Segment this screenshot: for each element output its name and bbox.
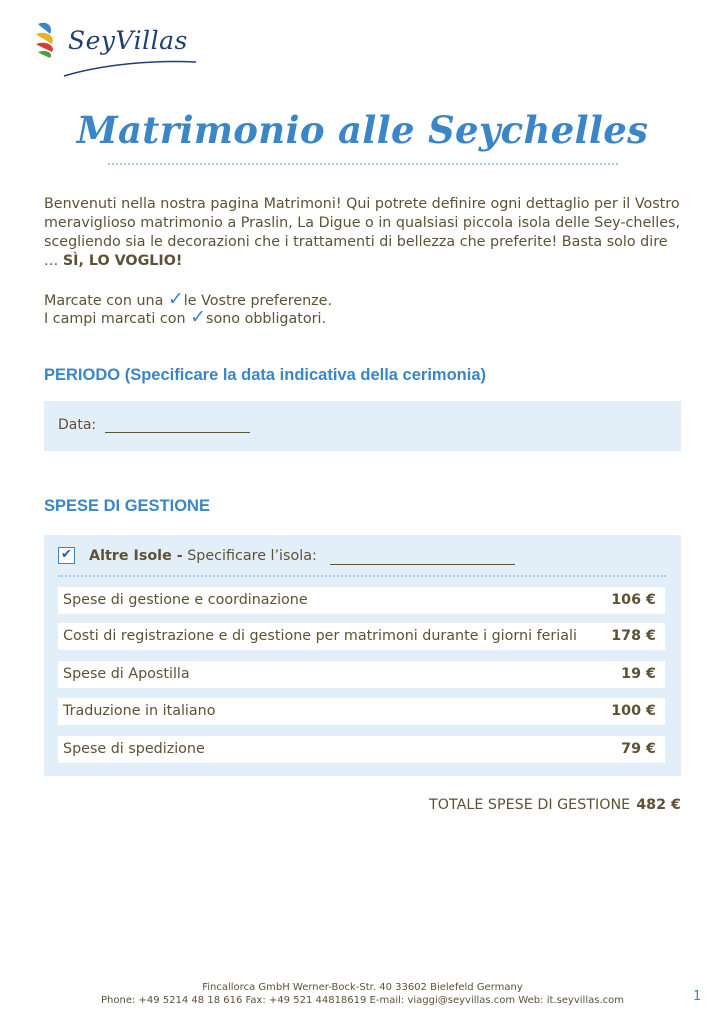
title-divider xyxy=(108,163,618,165)
periodo-heading-rest: (Specificare la data indicativa della cerimonia) xyxy=(120,366,487,384)
altre-isole-rest: Specificare l’isola: xyxy=(182,548,317,564)
intro-bold: SÌ, LO VOGLIO! xyxy=(62,253,183,269)
total-label: TOTALE SPESE DI GESTIONE xyxy=(429,797,631,813)
total-line xyxy=(429,797,681,813)
fee-amount: 19 € xyxy=(621,666,656,682)
fee-amount: 178 € xyxy=(611,628,656,644)
fee-label: Spese di spedizione xyxy=(63,741,205,757)
spese-heading: SPESE DI GESTIONE xyxy=(44,497,210,515)
date-label: Data: xyxy=(58,417,97,433)
fee-row xyxy=(58,661,665,688)
altre-isole-checkbox[interactable]: ✔ xyxy=(58,547,75,564)
footer-address: Fincallorca GmbH Werner-Bock-Str. 40 33602 Bielefeld Germany xyxy=(202,982,523,993)
fee-label: Costi di registrazione e di gestione per matrimoni durante i giorni feriali xyxy=(63,628,577,644)
note2-before: I campi marcati con xyxy=(44,311,186,327)
date-input-line[interactable] xyxy=(105,432,250,433)
intro-text: Benvenuti nella nostra pagina Matrimoni! Qui potrete definire ogni dettaglio per il Vostro meraviglioso matrimonio a Praslin, La Digue o in qualsiasi piccola isola delle Sey-chelles, scegliendo sia le decorazioni che i trattamenti di bellezza che preferite! Basta solo dire … xyxy=(44,196,681,269)
fee-label: Traduzione in italiano xyxy=(63,703,216,719)
fee-amount: 79 € xyxy=(621,741,656,757)
altre-isole-label xyxy=(89,548,317,564)
note1-after: le Vostre preferenze. xyxy=(183,293,333,309)
intro-paragraph xyxy=(44,195,684,271)
periodo-heading-bold: PERIODO xyxy=(44,366,121,384)
spese-divider xyxy=(58,575,666,577)
fee-label: Spese di gestione e coordinazione xyxy=(63,592,308,608)
logo-text: SeyVillas xyxy=(68,26,188,55)
fee-label: Spese di Apostilla xyxy=(63,666,190,682)
note-mandatory xyxy=(44,306,684,328)
page-number: 1 xyxy=(693,989,702,1004)
page-title: Matrimonio alle Seychelles xyxy=(76,108,649,152)
checkmark-icon: ✓ xyxy=(167,288,184,310)
total-amount: 482 € xyxy=(636,797,681,813)
fee-row xyxy=(58,698,665,725)
date-panel xyxy=(44,401,681,451)
fee-amount: 100 € xyxy=(611,703,656,719)
note2-after: sono obbligatori. xyxy=(206,311,327,327)
checkmark-icon: ✓ xyxy=(190,306,207,328)
fee-row xyxy=(58,587,665,614)
isola-input-line[interactable] xyxy=(330,564,515,565)
fee-row xyxy=(58,623,665,650)
footer-contacts: Phone: +49 5214 48 18 616 Fax: +49 521 44818619 E-mail: viaggi@seyvillas.com Web: it.seyvillas.com xyxy=(101,995,624,1006)
altre-isole-bold: Altre Isole - xyxy=(89,548,183,564)
note1-before: Marcate con una xyxy=(44,293,164,309)
fee-amount: 106 € xyxy=(611,592,656,608)
seyvillas-logo xyxy=(34,18,199,82)
periodo-heading xyxy=(44,366,486,385)
fee-row xyxy=(58,736,665,763)
